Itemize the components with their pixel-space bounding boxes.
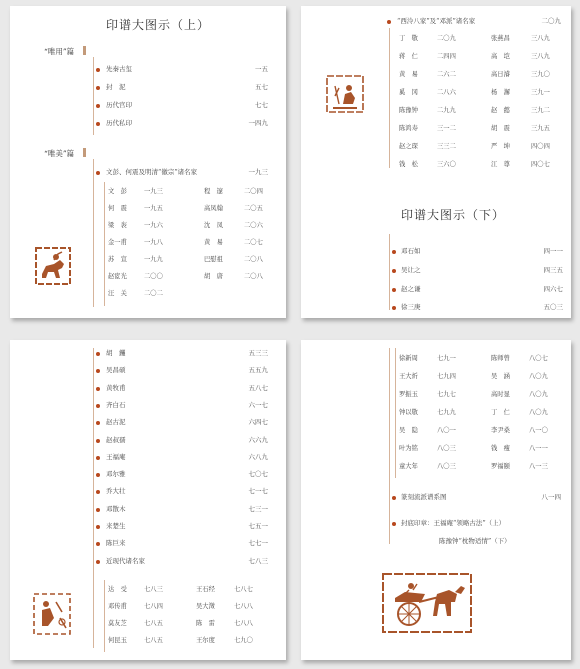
list-item-page: 六六九 (248, 435, 268, 444)
list-item-page: 六一七 (248, 400, 268, 409)
list-item-page: 六八九 (248, 452, 268, 461)
bullet-dot (96, 439, 100, 443)
list-item-label[interactable]: 赵之谦 (401, 285, 421, 293)
list-item-page: 五八七 (248, 383, 268, 392)
list-item-page: 一四九 (248, 119, 268, 127)
list-item-label[interactable]: 黄牧甫 (106, 383, 126, 392)
bullet-dot (96, 86, 100, 90)
bullet-dot (96, 68, 100, 72)
bullet-dot (392, 288, 396, 292)
grid-divider-line (104, 580, 105, 652)
list-item-label[interactable]: 来楚生 (106, 522, 126, 530)
page-title: 印谱大图示（上） (106, 18, 211, 32)
bullet-dot (96, 560, 100, 564)
divider-line (93, 159, 94, 307)
list-item-label[interactable]: 历代私印 (106, 119, 132, 127)
list-item-label[interactable]: 文彭、何震及明清“徽宗”诸名家 (106, 168, 198, 176)
list-item-page: 七七 (255, 101, 268, 109)
section-marker (83, 148, 86, 157)
list-item-label[interactable]: 篆刻流派谱系图 (401, 493, 447, 501)
list-item-label[interactable]: 吴昌硕 (106, 366, 126, 375)
seal-chariot-icon (381, 572, 473, 634)
bullet-dot (96, 525, 100, 529)
divider-line (93, 57, 94, 135)
section-heading-weiyong: “唯用”篇 (44, 46, 86, 57)
section-heading-weimei: “唯美”篇 (44, 148, 86, 159)
divider-line (389, 234, 390, 310)
list-item-page: 七〇七 (248, 470, 268, 479)
divider-line (389, 348, 390, 544)
catalog-page-1: 印谱大图示（上） “唯用”篇 先秦古玺 一五 封 泥 五七 历代官印 七七 历代私印 一四九 “唯美”篇 文彭、何震及明清“徽宗”诸名家 一九三 文 彭 一九三 程 邃 二〇四 何 震 一九五 高凤翰 二〇五 梁 袠 一九六 沈 凤 二〇六 金一甫 一九八 黄 易 二〇七 苏 宣 一九九 巴慰祖 二〇八 赵宧光 二〇〇 胡 唐 二〇八 汪 关 二〇二 (10, 6, 286, 318)
list-item-label[interactable]: 邓散木 (106, 504, 126, 513)
catalog-page-4: 徐新周 七九一 陈师曾 八〇七 王大炘 七九四 吴 涵 八〇九 罗振玉 七九七 高时显 八〇九 钟以敬 七九九 丁 仁 八〇九 吴 隐 八〇一 李尹桑 八一〇 叶为铭 八〇三 钱 瘦 八一一 童大年 八〇三 罗福颐 八一三 篆刻流派谱系图 八一四 封底印章：王福庵“领略古法”（上） 陈豫钟“枕物适情”（下） (301, 340, 571, 660)
bullet-dot (96, 104, 100, 108)
seal-figure-icon (32, 592, 72, 636)
list-item-page: 二〇九 (541, 17, 561, 25)
list-item-label[interactable]: 封底印章：王福庵“领略古法”（上） (401, 519, 506, 527)
grid-divider-line (395, 348, 396, 478)
list-item-page: 七一七 (248, 487, 268, 496)
bullet-dot (387, 20, 391, 24)
list-item-page: 四三五 (543, 266, 563, 274)
list-item-page: 五七 (255, 83, 268, 91)
bullet-dot (96, 352, 100, 356)
list-item-label[interactable]: 吴让之 (401, 266, 421, 274)
bullet-dot (96, 387, 100, 391)
list-item-label[interactable]: 乔大壮 (106, 487, 126, 496)
section-marker (83, 46, 86, 55)
list-item-label[interactable]: 赵叔孺 (106, 435, 126, 444)
bullet-dot (392, 522, 396, 526)
list-item-page: 五三三 (248, 349, 268, 357)
list-item-page: 一五 (255, 65, 268, 73)
list-item-page: 七七一 (248, 539, 268, 548)
list-item-page: 四一一 (543, 247, 563, 255)
bullet-dot (96, 404, 100, 408)
list-item-label[interactable]: 先秦古玺 (106, 65, 132, 73)
bullet-dot (392, 496, 396, 500)
list-item-page: 五五九 (248, 366, 268, 375)
bullet-dot (96, 122, 100, 126)
bullet-dot (96, 508, 100, 512)
bullet-dot (392, 269, 396, 273)
list-item-page: 六四七 (248, 418, 268, 427)
list-item-label[interactable]: 王福庵 (106, 452, 126, 461)
list-item-label[interactable]: 邓尔雅 (106, 470, 126, 479)
list-item-label[interactable]: 邓石如 (401, 247, 421, 255)
bullet-dot (392, 306, 396, 310)
bullet-dot (392, 250, 396, 254)
catalog-page-3: 胡 钁 五三三 吴昌硕 五五九 黄牧甫 五八七 齐白石 六一七 赵古泥 六四七 赵叔孺 六六九 王福庵 六八九 邓尔雅 七〇七 乔大壮 七一七 邓散木 七三一 来楚生 七五一 陈巨来 七七一 近现代诸名家 七八三 达 受 七八三 王石经 七八七 邓传甫 七八四 吴大澂 七八八 莫友芝 七八五 陈 雷 七八八 何昆玉 七八五 王尔度 七九〇 (10, 340, 286, 660)
list-item-label[interactable]: 齐白石 (106, 400, 126, 409)
section-title: 印谱大图示（下） (401, 208, 506, 222)
bullet-dot (96, 473, 100, 477)
list-item-page: 四六七 (543, 285, 563, 293)
list-item-page: 一九三 (248, 168, 268, 176)
list-item-label[interactable]: 封 泥 (106, 83, 126, 91)
divider-line (93, 348, 94, 648)
list-item-label[interactable]: “西泠八家”及“邓派”诸名家 (397, 17, 476, 25)
bullet-dot (96, 490, 100, 494)
seal-seated-figure-icon (325, 74, 365, 114)
list-item-label[interactable]: 历代官印 (106, 101, 132, 109)
list-item-label[interactable]: 赵古泥 (106, 418, 126, 427)
list-item-page: 七三一 (248, 504, 268, 513)
list-item-page: 七五一 (248, 522, 268, 530)
list-item-label[interactable]: 陈巨来 (106, 539, 126, 548)
catalog-page-2: “西泠八家”及“邓派”诸名家 二〇九 丁 敬 二〇九 张燕昌 三八九 蒋 仁 二四四 高 垲 三八九 黄 易 二六二 高日濬 三九〇 奚 冈 二八六 杨 澥 三九一 陈豫钟 二九九 赵 懿 三九二 陈鸿寿 三一二 胡 震 三九五 赵之琛 三三二 严 坤 四〇四 钱 松 三六〇 江 尊 四〇七 印谱大图示（下） 邓石如 四一一 吴让之 四三五 赵之谦 四六七 徐三庚 五〇三 (301, 6, 571, 318)
list-item-sublabel: 陈豫钟“枕物适情”（下） (439, 537, 511, 545)
list-item-label[interactable]: 胡 钁 (106, 349, 126, 357)
bullet-dot (96, 456, 100, 460)
bullet-dot (96, 369, 100, 373)
list-item-page: 五〇三 (543, 303, 563, 311)
grid-divider-line (104, 182, 105, 306)
list-item-label[interactable]: 近现代诸名家 (106, 556, 145, 565)
bullet-dot (96, 542, 100, 546)
bullet-dot (96, 171, 100, 175)
grid-divider-line (389, 28, 390, 168)
list-item-page: 七八三 (248, 556, 268, 565)
bullet-dot (96, 421, 100, 425)
list-item-page: 八一四 (541, 493, 561, 501)
list-item-label[interactable]: 徐三庚 (401, 303, 421, 311)
seal-horse-rider-icon (34, 246, 72, 286)
